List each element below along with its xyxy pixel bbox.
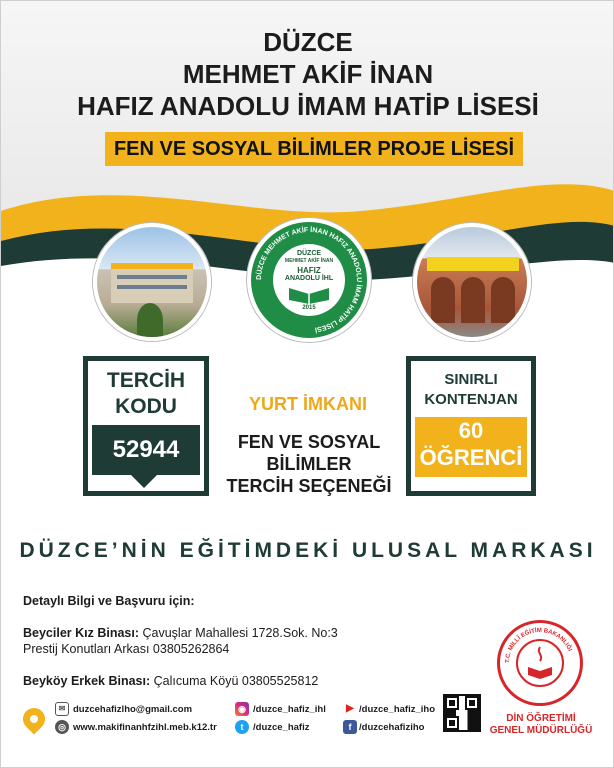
photo-boys-building [413, 223, 531, 341]
instagram-link[interactable]: /duzce_hafiz_ihl [253, 704, 326, 715]
globe-icon: ◎ [55, 720, 69, 734]
logo-year: 2015 [302, 305, 316, 311]
science-option-line-2: TERCİH SEÇENEĞİ [226, 476, 392, 496]
twitter-link[interactable]: /duzce_hafiz [253, 722, 310, 733]
logo-top-text: DÜZCE [296, 250, 322, 257]
boys-building-address-text: Çalıcuma Köyü 03805525812 [153, 674, 319, 688]
facebook-link[interactable]: /duzcehafiziho [359, 722, 425, 733]
boys-building-address [23, 674, 318, 688]
ministry-seal [497, 620, 583, 706]
title-school-type: HAFIZ ANADOLU İMAM HATİP LİSESİ [77, 91, 539, 121]
info-heading: Detaylı Bilgi ve Başvuru için: [23, 594, 195, 608]
photo-girls-building [93, 223, 211, 341]
girls-building-address-line-2: Prestij Konutları Arkası 03805262864 [23, 642, 230, 656]
logo-middle-text: MEHMET AKİF İNAN [284, 258, 334, 264]
svg-text:DÜZCE MEHMET AKİF İNAN HAFIZ A: DÜZCE MEHMET AKİF İNAN HAFIZ ANADOLU İMAM HATİP LİSESİ [255, 226, 363, 333]
school-logo [247, 218, 371, 342]
quota-count: 60 [458, 418, 484, 443]
qr-finder-2 [467, 698, 477, 708]
project-school-banner: FEN VE SOSYAL BİLİMLER PROJE LİSESİ [105, 132, 523, 166]
preference-code: 52944 [92, 425, 200, 475]
quota-title-1: SINIRLI [444, 371, 498, 388]
quota-box [406, 356, 536, 496]
qr-code[interactable] [443, 694, 481, 732]
title-school-name: MEHMET AKİF İNAN [182, 59, 434, 89]
girls-building-address-line-1: Çavuşlar Mahallesi 1728.Sok. No:3 [142, 626, 338, 640]
dormitory-text: YURT İMKANI [249, 394, 367, 414]
website-link[interactable]: www.makifinanhfzihl.meb.k12.tr [73, 722, 217, 733]
book-icon [287, 284, 331, 304]
preference-code-box [83, 356, 209, 496]
code-pointer [130, 474, 158, 488]
slogan: DÜZCE’NİN EĞİTİMDEKİ ULUSAL MARKASI [19, 539, 597, 562]
qr-finder-1 [447, 698, 457, 708]
svg-text:T.C. MİLLÎ EĞİTİM BAKANLIĞI: T.C. MİLLÎ EĞİTİM BAKANLIĞI [504, 627, 573, 664]
preference-title-1: TERCİH [106, 369, 186, 392]
quota-count-plate [415, 417, 527, 477]
science-option-text [211, 431, 407, 497]
seal-caption-1: DİN ÖĞRETİMİ [506, 713, 576, 724]
logo-center [273, 244, 345, 316]
twitter-icon: t [235, 720, 249, 734]
preference-title-2: KODU [115, 395, 177, 418]
seal-center [516, 639, 564, 687]
email-icon: ✉ [55, 702, 69, 716]
quota-unit: ÖĞRENCİ [419, 445, 523, 470]
instagram-icon: ◉ [235, 702, 249, 716]
youtube-icon: ▶ [346, 703, 354, 714]
location-pin-icon [18, 703, 49, 734]
qr-finder-3 [447, 718, 457, 728]
logo-name-2: ANADOLU İHL [284, 275, 334, 282]
email-link[interactable]: duzcehafizlho@gmail.com [73, 704, 193, 715]
quota-title-2: KONTENJAN [424, 391, 518, 408]
girls-building-address [23, 626, 338, 640]
torch-book-icon [518, 641, 562, 685]
facebook-icon: f [343, 720, 357, 734]
seal-caption-2: GENEL MÜDÜRLÜĞÜ [489, 725, 593, 736]
title-city: DÜZCE [263, 27, 353, 57]
science-option-line-1: FEN VE SOSYAL BİLİMLER [237, 432, 381, 474]
youtube-link[interactable]: /duzce_hafiz_iho [359, 704, 436, 715]
boys-building-label: Beyköy Erkek Binası: [23, 674, 151, 688]
logo-name-1: HAFIZ [297, 266, 321, 275]
girls-building-label: Beyciler Kız Binası: [23, 626, 140, 640]
